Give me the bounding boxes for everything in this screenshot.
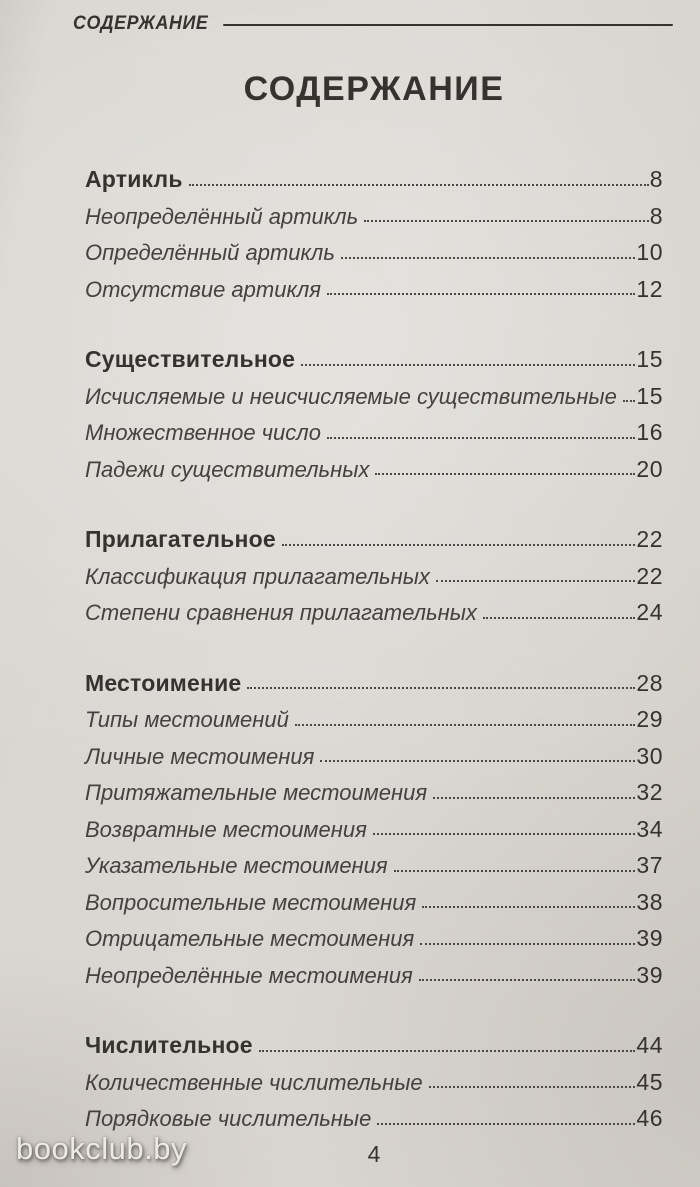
toc-entry-label: Артикль (85, 166, 183, 193)
toc-section (85, 155, 663, 301)
toc-entry-page: 10 (636, 239, 663, 266)
dot-leader (327, 293, 635, 295)
toc-item-row (85, 914, 663, 951)
dot-leader (295, 724, 636, 726)
dot-leader (483, 617, 635, 619)
toc-entry-label: Количественные числительные (85, 1069, 423, 1095)
toc-entry-page: 16 (636, 419, 663, 446)
toc-entry-page: 37 (636, 852, 663, 879)
toc-entry-page: 44 (636, 1032, 663, 1059)
dot-leader (436, 580, 635, 582)
toc-entry-label: Типы местоимений (85, 707, 289, 733)
toc-entry-label: Указательные местоимения (85, 853, 388, 879)
toc-entry-page: 39 (636, 925, 663, 952)
toc-heading-row (85, 155, 663, 192)
toc-entry-page: 24 (636, 599, 663, 626)
toc-entry-page: 34 (636, 815, 663, 842)
dot-leader (623, 400, 636, 402)
toc-entry-label: Возвратные местоимения (85, 816, 367, 842)
toc-item-row (85, 768, 663, 805)
dot-leader (189, 184, 649, 186)
dot-leader (373, 833, 636, 835)
toc-section (85, 659, 663, 988)
toc-item-row (85, 588, 663, 625)
watermark: bookclub.by (16, 1131, 187, 1166)
toc-entry-page: 29 (636, 706, 663, 733)
toc-item-row (85, 192, 663, 229)
dot-leader (433, 797, 635, 799)
toc-entry-label: Порядковые числительные (85, 1106, 372, 1132)
toc-entry-page: 8 (649, 202, 663, 229)
toc-entry-page: 8 (649, 166, 663, 193)
dot-leader (259, 1050, 636, 1052)
toc-entry-page: 38 (636, 888, 663, 915)
toc-entry-page: 15 (636, 346, 663, 373)
page-title: СОДЕРЖАНИЕ (243, 70, 505, 108)
toc-entry-label: Вопросительные местоимения (85, 889, 417, 915)
toc-item-row (85, 372, 663, 409)
toc-entry-label: Существительное (85, 346, 296, 373)
dot-leader (327, 437, 635, 439)
dot-leader (320, 760, 635, 762)
toc-entry-label: Личные местоимения (85, 743, 315, 769)
toc-entry-page: 46 (636, 1105, 663, 1132)
dot-leader (301, 364, 635, 366)
toc-entry-page: 39 (636, 961, 663, 988)
toc-entry-page: 20 (636, 455, 663, 482)
running-head (73, 14, 673, 33)
dot-leader (422, 906, 635, 908)
dot-leader (282, 544, 636, 546)
toc-entry-page: 22 (636, 526, 663, 553)
toc-entry-label: Местоимение (85, 669, 242, 696)
toc-item-row (85, 805, 663, 842)
toc-entry-page: 32 (636, 779, 663, 806)
toc-item-row (85, 1094, 663, 1131)
dot-leader (247, 687, 635, 689)
toc-section (85, 515, 663, 625)
toc-item-row (85, 732, 663, 769)
toc-entry-page: 12 (636, 275, 663, 302)
toc-entry-label: Исчисляемые и неисчисляемые существительные (85, 383, 617, 409)
toc-section (85, 335, 663, 481)
toc-heading-row (85, 335, 663, 372)
toc-item-row (85, 408, 663, 445)
page-number: 4 (367, 1141, 381, 1167)
toc-entry-page: 30 (636, 742, 663, 769)
toc-item-row (85, 228, 663, 265)
toc-entry-label: Классификация прилагательных (85, 563, 430, 589)
toc-item-row (85, 951, 663, 988)
dot-leader (429, 1086, 636, 1088)
toc-entry-label: Степени сравнения прилагательных (85, 600, 477, 626)
dot-leader (375, 473, 635, 475)
dot-leader (420, 943, 635, 945)
toc-item-row (85, 878, 663, 915)
toc-entry-label: Определённый артикль (85, 240, 335, 266)
toc-entry-label: Отсутствие артикля (85, 276, 321, 302)
toc-item-row (85, 841, 663, 878)
toc-item-row (85, 265, 663, 302)
toc-entry-label: Прилагательное (85, 526, 276, 553)
toc-entry-label: Неопределённый артикль (85, 203, 359, 229)
toc-item-row (85, 445, 663, 482)
toc-heading-row (85, 515, 663, 552)
toc-item-row (85, 695, 663, 732)
dot-leader (419, 979, 636, 981)
toc-entry-page: 22 (636, 562, 663, 589)
running-head-text: СОДЕРЖАНИЕ (73, 13, 209, 34)
toc-entry-label: Отрицательные местоимения (85, 926, 415, 952)
table-of-contents (85, 155, 663, 1131)
toc-entry-label: Падежи существительных (85, 456, 370, 482)
toc-entry-page: 45 (636, 1068, 663, 1095)
toc-section (85, 1021, 663, 1131)
dot-leader (341, 257, 636, 259)
toc-entry-label: Притяжательные местоимения (85, 780, 428, 806)
dot-leader (377, 1123, 635, 1125)
toc-item-row (85, 552, 663, 589)
toc-entry-page: 15 (636, 382, 663, 409)
running-head-rule (223, 24, 673, 26)
toc-entry-label: Неопределённые местоимения (85, 962, 413, 988)
dot-leader (364, 220, 649, 222)
toc-heading-row (85, 659, 663, 696)
toc-entry-label: Числительное (85, 1032, 253, 1059)
toc-item-row (85, 1058, 663, 1095)
toc-entry-page: 28 (636, 669, 663, 696)
toc-entry-label: Множественное число (85, 420, 321, 446)
dot-leader (394, 870, 636, 872)
toc-heading-row (85, 1021, 663, 1058)
